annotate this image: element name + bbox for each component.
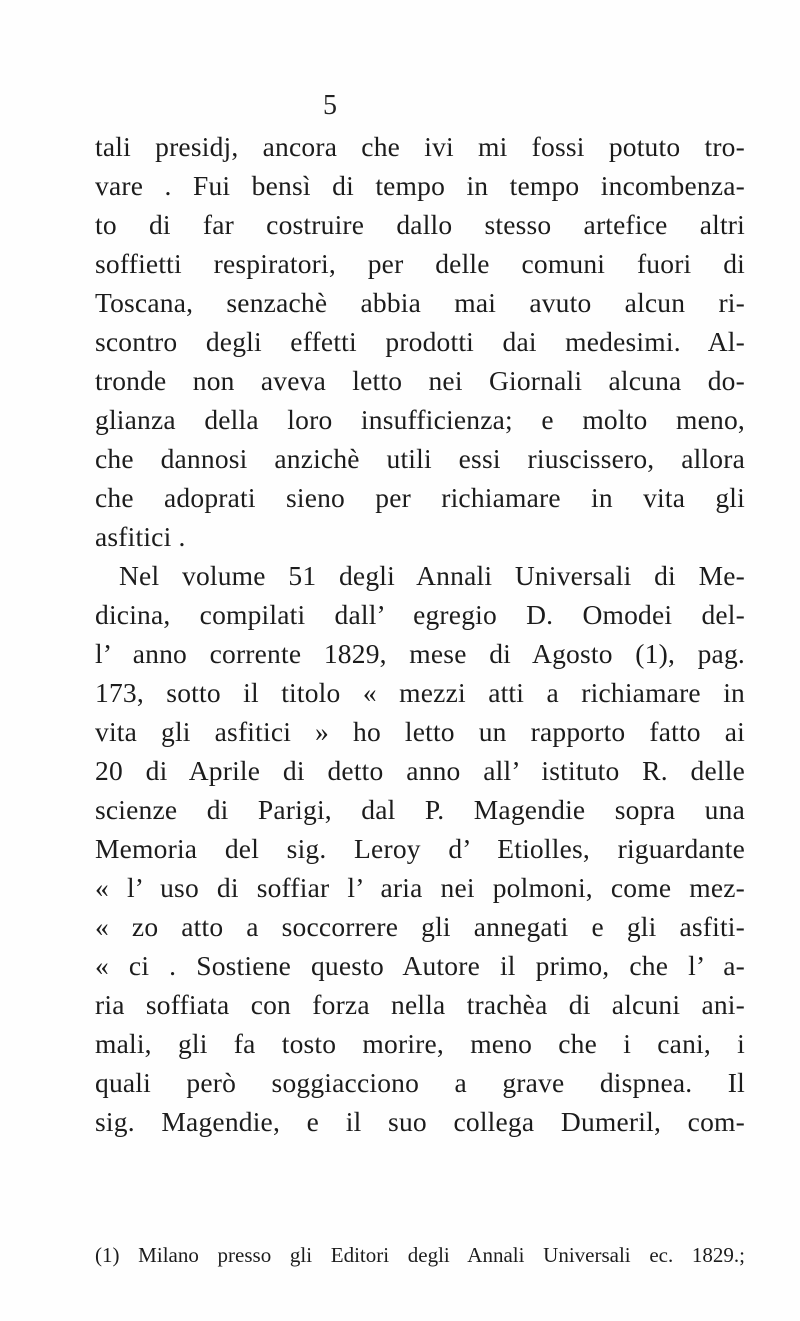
text-line: scienze di Parigi, dal P. Magendie sopra una <box>95 794 745 825</box>
text-line: che adoprati sieno per richiamare in vita gli <box>95 482 745 513</box>
text-line: che dannosi anzichè utili essi riuscissero, allora <box>95 443 745 474</box>
text-line: « ci . Sostiene questo Autore il primo, che l’ a- <box>95 950 745 981</box>
text-line: to di far costruire dallo stesso artefice altri <box>95 209 745 240</box>
body-text <box>95 127 745 1141</box>
text-line: l’ anno corrente 1829, mese di Agosto (1), pag. <box>95 638 745 669</box>
text-line: soffietti respiratori, per delle comuni fuori di <box>95 248 745 279</box>
text-line: Memoria del sig. Leroy d’ Etiolles, riguardante <box>95 833 745 864</box>
text-line: mali, gli fa tosto morire, meno che i cani, i <box>95 1028 745 1059</box>
text-line: tali presidj, ancora che ivi mi fossi potuto tro- <box>95 131 745 162</box>
page-number: 5 <box>323 90 337 121</box>
text-line: 173, sotto il titolo « mezzi atti a richiamare in <box>95 677 745 708</box>
text-line: quali però soggiacciono a grave dispnea. Il <box>95 1067 745 1098</box>
footnote: (1) Milano presso gli Editori degli Annali Universali ec. 1829.; <box>95 1243 745 1267</box>
text-line: tronde non aveva letto nei Giornali alcuna do- <box>95 365 745 396</box>
text-line: sig. Magendie, e il suo collega Dumeril, com- <box>95 1106 745 1137</box>
text-line: vare . Fui bensì di tempo in tempo incombenza- <box>95 170 745 201</box>
text-line: « l’ uso di soffiar l’ aria nei polmoni, come mez- <box>95 872 745 903</box>
text-line: « zo atto a soccorrere gli annegati e gli asfiti- <box>95 911 745 942</box>
text-line: vita gli asfitici » ho letto un rapporto fatto ai <box>95 716 745 747</box>
text-line: Toscana, senzachè abbia mai avuto alcun ri- <box>95 287 745 318</box>
text-line: asfitici . <box>95 521 186 552</box>
text-line: ria soffiata con forza nella trachèa di alcuni ani- <box>95 989 745 1020</box>
text-line: glianza della loro insufficienza; e molto meno, <box>95 404 745 435</box>
text-line: scontro degli effetti prodotti dai medesimi. Al- <box>95 326 745 357</box>
text-line: Nel volume 51 degli Annali Universali di Me- <box>119 560 745 591</box>
text-line: 20 di Aprile di detto anno all’ istituto R. delle <box>95 755 745 786</box>
text-line: dicina, compilati dall’ egregio D. Omodei del- <box>95 599 745 630</box>
